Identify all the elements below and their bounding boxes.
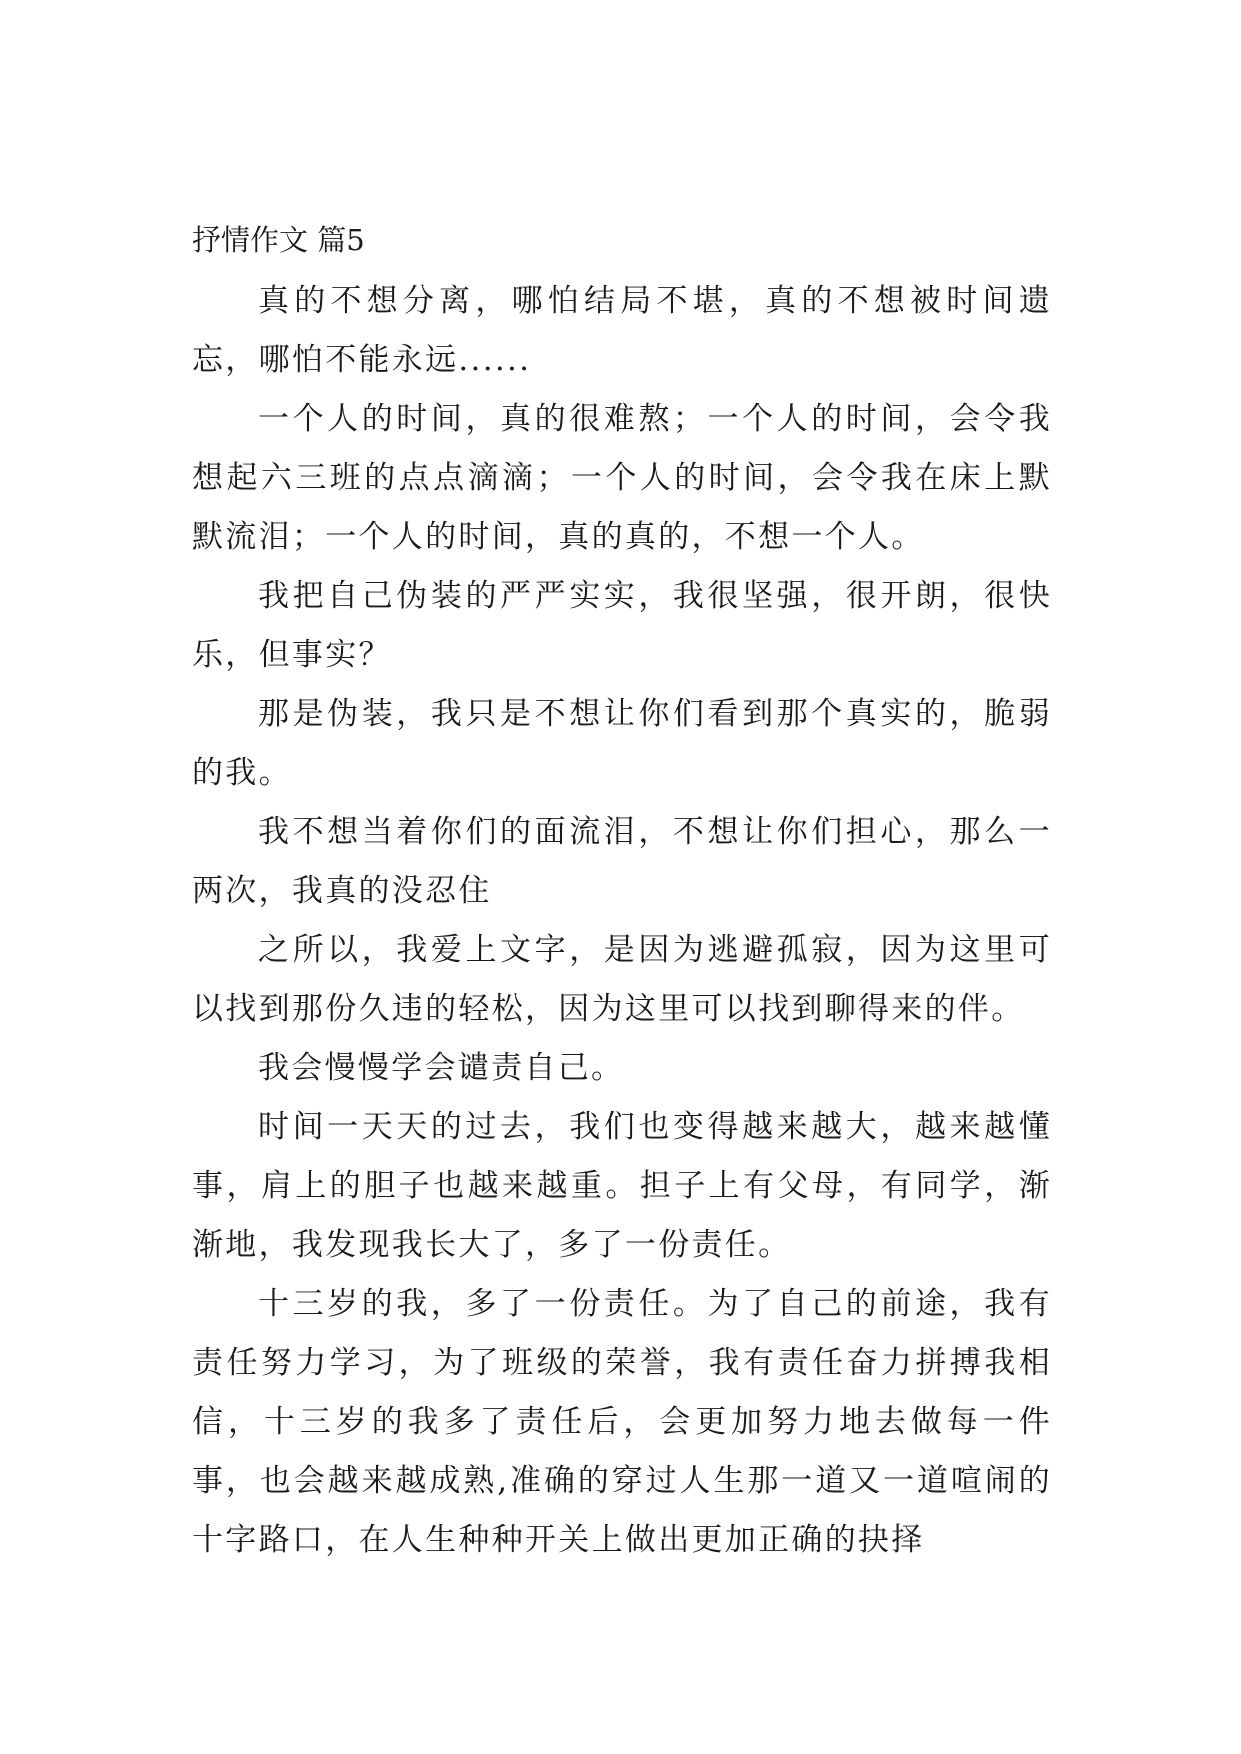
paragraph: 一个人的时间，真的很难熬；一个人的时间，会令我想起六三班的点点滴滴；一个人的时间，会令我在床上默默流泪；一个人的时间，真的真的，不想一个人。 xyxy=(192,401,1052,555)
paragraph: 真的不想分离，哪怕结局不堪，真的不想被时间遗忘，哪怕不能永远...... xyxy=(192,283,1052,378)
paragraph: 那是伪装，我只是不想让你们看到那个真实的，脆弱的我。 xyxy=(192,696,1052,791)
essay-title: 抒情作文 篇5 xyxy=(192,223,365,257)
document-body xyxy=(192,218,1052,1570)
paragraph: 我会慢慢学会谴责自己。 xyxy=(258,1050,625,1086)
paragraph: 之所以，我爱上文字，是因为逃避孤寂，因为这里可以找到那份久违的轻松，因为这里可以找到聊得来的伴。 xyxy=(192,932,1052,1027)
paragraph: 我把自己伪装的严严实实，我很坚强，很开朗，很快乐，但事实？ xyxy=(192,578,1052,673)
paragraph: 我不想当着你们的面流泪，不想让你们担心，那么一两次，我真的没忍住 xyxy=(192,814,1052,909)
paragraph: 十三岁的我，多了一份责任。为了自己的前途，我有责任努力学习，为了班级的荣誉，我有责任奋力拼搏我相信，十三岁的我多了责任后，会更加努力地去做每一件事，也会越来越成熟,准确的穿过人生那一道又一道喧闹的十字路口，在人生种种开关上做出更加正确的抉择 xyxy=(192,1286,1052,1558)
paragraph: 时间一天天的过去，我们也变得越来越大，越来越懂事，肩上的胆子也越来越重。担子上有父母，有同学，渐渐地，我发现我长大了，多了一份责任。 xyxy=(192,1109,1052,1263)
